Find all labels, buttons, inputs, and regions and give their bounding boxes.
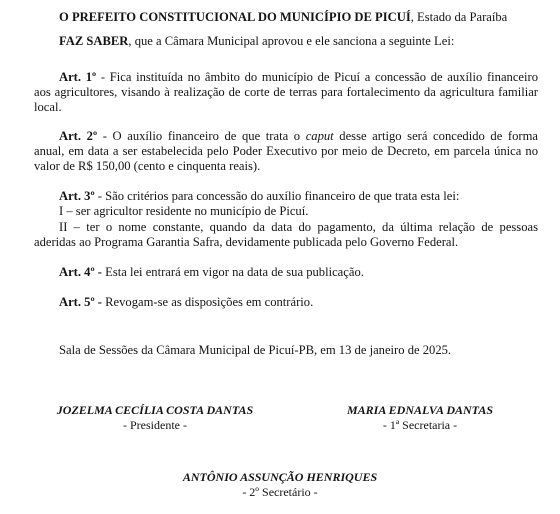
art1-text-1: - Fica instituída no âmbito do município de Picuí a concessão de auxílio financeiro — [96, 70, 538, 84]
signature-right-name: MARIA EDNALVA DANTAS — [346, 403, 494, 417]
signature-left-role: - Presidente - — [123, 418, 187, 432]
art4-text: Esta lei entrará em vigor na data de sua publicação. — [101, 265, 364, 279]
art2-caput: caput — [305, 129, 334, 143]
art1-line1 — [59, 69, 538, 85]
art3-line1 — [59, 188, 459, 204]
art2-line2: anual, em data a ser estabelecida pelo Poder Executivo por meio de Decreto, em parcela única no — [34, 144, 538, 158]
faz-saber-label: FAZ SABER — [59, 34, 129, 48]
signature-right-role: - 1ª Secretaria - — [382, 418, 458, 432]
faz-saber-text: , que a Câmara Municipal aprovou e ele sanciona a seguinte Lei: — [128, 34, 455, 48]
art2-line3: valor de R$ 150,00 (cento e cinquenta reais). — [34, 159, 261, 173]
header-title: O PREFEITO CONSTITUCIONAL DO MUNICÍPIO DE PICUÍ — [59, 10, 411, 24]
signature-bottom-name: ANTÔNIO ASSUNÇÃO HENRIQUES — [182, 470, 378, 484]
art3-item1: I – ser agricultor residente no município de Picuí. — [59, 204, 309, 218]
art2-text-1b: desse artigo será concedido de forma — [333, 129, 538, 143]
header-state: , Estado da Paraíba — [410, 10, 508, 24]
signature-left-name: JOZELMA CECÍLIA COSTA DANTAS — [56, 403, 254, 417]
header-line — [59, 9, 507, 25]
session-closing: Sala de Sessões da Câmara Municipal de Picuí-PB, em 13 de janeiro de 2025. — [59, 343, 452, 357]
art1-label: Art. 1º — [59, 70, 97, 84]
art2-line1 — [59, 128, 538, 144]
art3-text-1: - São critérios para concessão do auxílio financeiro de que trata esta lei: — [94, 189, 460, 203]
art2-label: Art. 2º — [59, 129, 98, 143]
art2-text-1a: - O auxílio financeiro de que trata o — [97, 129, 306, 143]
signature-bottom-role: - 2º Secretário - — [242, 485, 318, 499]
art1-line3: local. — [34, 100, 62, 114]
art5-text: Revogam-se as disposições em contrário. — [101, 295, 314, 309]
art5-label: Art. 5º - — [59, 295, 102, 309]
art3-label: Art. 3º — [59, 189, 95, 203]
art3-item2-line1: II – ter o nome constante, quando da data do pagamento, da última relação de pessoas — [59, 220, 538, 234]
art4-line — [59, 264, 364, 280]
art1-line2: aos agricultores, visando à realização de corte de terras para fortalecimento da agricultura familiar — [34, 85, 538, 99]
art3-item2-line2: aderidas ao Programa Garantia Safra, devidamente publicada pelo Governo Federal. — [34, 235, 459, 249]
enactment-line — [59, 33, 454, 49]
art5-line — [59, 294, 313, 310]
art4-label: Art. 4º - — [59, 265, 102, 279]
